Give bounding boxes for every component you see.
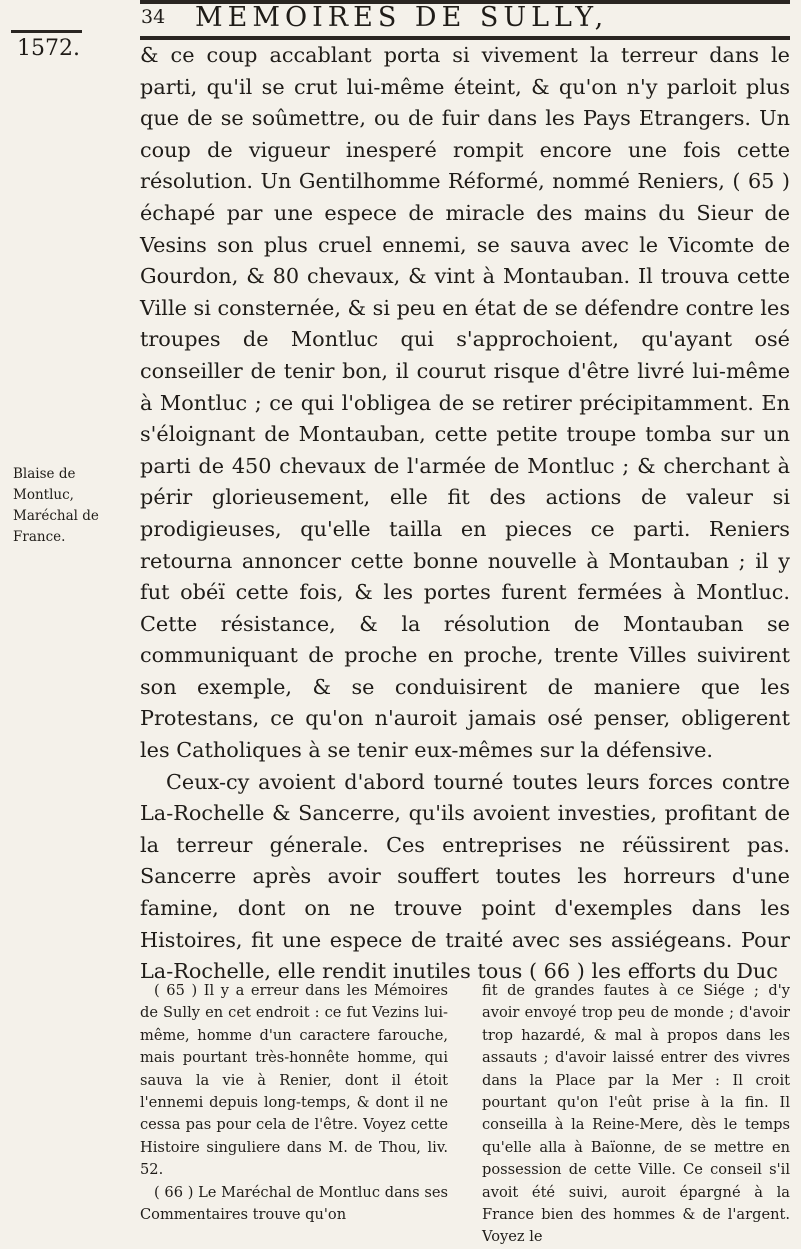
footnote-column-left (140, 980, 448, 1249)
footnote-66-continued: fit de grandes fautes à ce Siége ; d'y avoir envoyé trop peu de monde ; d'avoir trop hazardé, & mal à propos dans les assauts ; d'avoir laissé entrer des vivres dans la Place par la Mer : Il croit pourtant qu'on l'eût prise à la fin. Il conseilla à la Reine-Mere, dès le temps qu'elle alla à Baïonne, de se mettre en possession de cette Ville. Ce conseil s'il avoit été suivi, auroit épargné à la France bien des hommes & de l'argent. Voyez le (482, 982, 790, 1246)
footnote-65: ( 65 ) Il y a erreur dans les Mémoires de Sully en cet endroit : ce fut Vezins lui-même, homme d'un caractere farouche, mais pourtant très-honnête homme, qui sauva la vie à Renier, dont il étoit l'ennemi depuis long-temps, & dont il ne cessa pas pour cela de l'être. Voyez cette Histoire singuliere dans M. de Thou, liv. 52. (140, 982, 448, 1179)
footnotes (140, 980, 790, 1249)
year-rule (11, 30, 82, 33)
main-text (140, 40, 790, 988)
page-number: 34 (141, 6, 166, 28)
paragraph: & ce coup accablant porta si vivement la terreur dans le parti, qu'il se crut lui-même éteint, & qu'on n'y parloit plus que de se soûmettre, ou de fuir dans les Pays Etrangers. Un coup de vigueur inesperé rompit encore une fois cette résolution. Un Gentilhomme Réformé, nommé Reniers, ( 65 ) échapé par une espece de miracle des mains du Sieur de Vesins son plus cruel ennemi, se sauva avec le Vicomte de Gourdon, & 80 chevaux, & vint à Montauban. Il trouva cette Ville si consternée, & si peu en état de se défendre contre les troupes de Montluc qui s'approchoient, qu'ayant osé conseiller de tenir bon, il courut risque d'être livré lui-même à Montluc ; ce qui l'obligea de se retirer précipitamment. En s'éloignant de Montauban, cette petite troupe tomba sur un parti de 450 chevaux de l'armée de Montluc ; & cherchant à périr glorieusement, elle fit des actions de valeur si prodigieuses, qu'elle tailla en pieces ce parti. Reniers retourna annoncer cette bonne nouvelle à Montauban ; il y fut obéï cette fois, & les portes furent fermées à Montluc. Cette résistance, & la résolution de Montauban se communiquant de proche en proche, trente Villes suivirent son exemple, & se conduisirent de maniere que les Protestans, ce qu'on n'auroit jamais osé penser, obligerent les Catholiques à se tenir eux-mêmes sur la défensive. (140, 43, 790, 763)
paragraph: Ceux-cy avoient d'abord tourné toutes leurs forces contre La-Rochelle & Sancerre, qu'ils avoient investies, profitant de la terreur génerale. Ces entreprises ne réüssirent pas. Sancerre après avoir souffert toutes les horreurs d'une famine, dont on ne trouve point d'exemples dans les Histoires, fit une espece de traité avec ses assiégeans. Pour La-Rochelle, elle rendit inutiles tous ( 66 ) les efforts du Duc (140, 769, 790, 984)
margin-sidenote: Blaise de Montluc, Maréchal de France. (13, 466, 99, 545)
footnote-66: ( 66 ) Le Maréchal de Montluc dans ses Commentaires trouve qu'on (140, 1183, 448, 1224)
running-title: MEMOIRES DE SULLY, (195, 2, 609, 33)
footnote-column-right (482, 980, 790, 1249)
margin-year: 1572. (17, 36, 80, 61)
